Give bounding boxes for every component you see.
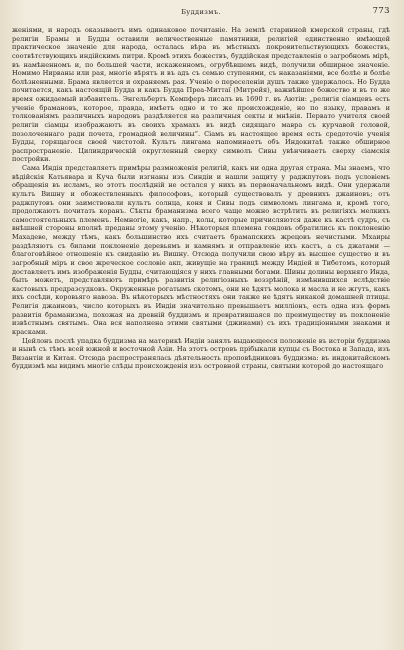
paragraph: Сама Индія представляетъ примѣры размноженія религій, какъ ни одна другая страна. Мы знаемъ, что вѣдійскія Катьявара и Куча были изгнаны изъ Синдіи и нашли защиту у раджпутовъ подъ условіемъ обращенія въ исламъ, но этотъ послѣдній не остался у нихъ въ первоначальномъ видѣ. Они удержали культъ Вишну и обожествленныхъ философовъ, который существовалъ у древнихъ джаиновъ; отъ раджпутовъ они заимствовали культъ солнца, коня и Сивы подъ символомъ лингама и, кромѣ того, продолжаютъ почитать коранъ. Сѣкты браманизма всего чаще можно встрѣтить въ религіяхъ мелкихъ самостоятельныхъ племенъ. Немногіе, какъ, напр., колы, которые причисляются даже къ кастѣ судръ, съ внѣшней стороны вполнѣ преданы этому ученію. Нѣкоторыя племена гондовъ обратились къ поклоненію Махадеве, между тѣмъ, какъ большинство ихъ считаетъ брамапскихъ жрецовъ нечистыми. Мхаиры раздѣляютъ съ билами поклоненіе деревьямъ и камнямъ и отправленіе ихъ кастъ, а съ джатами — благоговѣйное отношеніе къ свиданію въ Вишну. Отсюда получили свою вѣру въ высшее существо и въ загробный міръ и свое жреческое сословіе акп, живущіе на границѣ между Индіей и Тибетомъ, который доставляетъ имъ изображенія Будды, считающіяся у нихъ главными богами. Шины долины верхняго Инда, быть можетъ, представляютъ примѣръ развитія религіозныхъ воззрѣній, измѣнившихся вслѣдствіе кастовыхъ предразсудковъ. Окруженные рогатымъ скотомъ, они не ѣдятъ молока и масла и не жгутъ, какъ ихъ сосѣди, коровьяго навоза. Въ нѣкоторыхъ мѣстностяхъ они также не ѣдятъ никакой домашней птицы. Религія джаиновъ, число которыхъ въ Индіи значительно превышаетъ милліонъ, есть одна изъ формъ развитія браманизма, похожая на древній буддизмъ и превратившаяся по преимуществу въ поклоненіе извѣстнымъ святымъ. Она вся наполнена этими святыми (джинами) съ ихъ традиціонными знаками и красками. [12, 164, 390, 336]
page-number: 773 [372, 6, 390, 16]
body-text [12, 26, 390, 371]
paragraph: Цейлонъ послѣ упадка буддизма на материкѣ Индіи занялъ выдающееся положеніе въ исторіи буддизма и нынѣ съ тѣмъ всей южной и восточной Азіи. На этотъ островъ прібыкали купцы съ Востока и Запада, изъ Византіи и Китая. Отсюда распространялась дѣятельность проповѣдниковъ буддизма: въ индокитайскомъ буддизмѣ мы видимъ многіе слѣды происхожденія изъ островной страны, святыни которой до настоящаго [12, 336, 390, 371]
paragraph: женіями, и народъ оказываетъ имъ одинаковое почитаніе. На землѣ старинной кмерской страны, гдѣ религіи Брамы и Будды оставили величественные памятники, религіей единственно имѣющей практическое значеніе для народа, осталась вѣра въ мѣстныхъ покровительствующихъ божествъ, соотвѣтствующихъ индійскимъ питри. Кромѣ этихъ божествъ, буддійская представленія о загробномъ мірѣ, въ намѣненномъ и, по большей части, искаженномъ, огрубѣвшемъ видѣ, получили обширное значеніе. Номимо Нирваны или рая, многіе вѣрятъ и въ адъ съ семью ступенями, съ наказаніями, все болѣе и болѣе болѣзненными. Брама является и охраняемъ рая. Ученіе о переселеніи душъ также удержалось. Но Будда почитается, какъ настоящій Будда и какъ Будда Преа-Миттаї (Митрейя), важнѣйшее божество и въ то же время ожидаемый избавитель. Энгельбертъ Кемпферъ писалъ въ 1690 г. въ Аютіи: „религія сіамцевъ есть ученіе брамановъ, которое, правда, имѣетъ одно и то же происхожденіе, но по языку, правамъ и толкованіямъ различныхъ народовъ раздѣляется на различныя секты и мнѣнія. Первато учителя своей религіи сіамцы изображаютъ въ своихъ храмахъ въ видѣ сидящаго мавра съ курчавой головой, позолоченнаго ради почета, громадной величины“. Сіамъ въ настоящее время есть средоточіе ученія Будды, горящагося своей чистотой. Культъ лингама напоминаетъ объ Индокитаѣ также обширное распространеніе. Цилиндрическій округленный сверху символъ Сивы увѣнчиваетъ сверху сіамскія постройки. [12, 26, 390, 164]
page-header [12, 6, 390, 20]
running-title: Буддизмъ. [181, 8, 221, 16]
